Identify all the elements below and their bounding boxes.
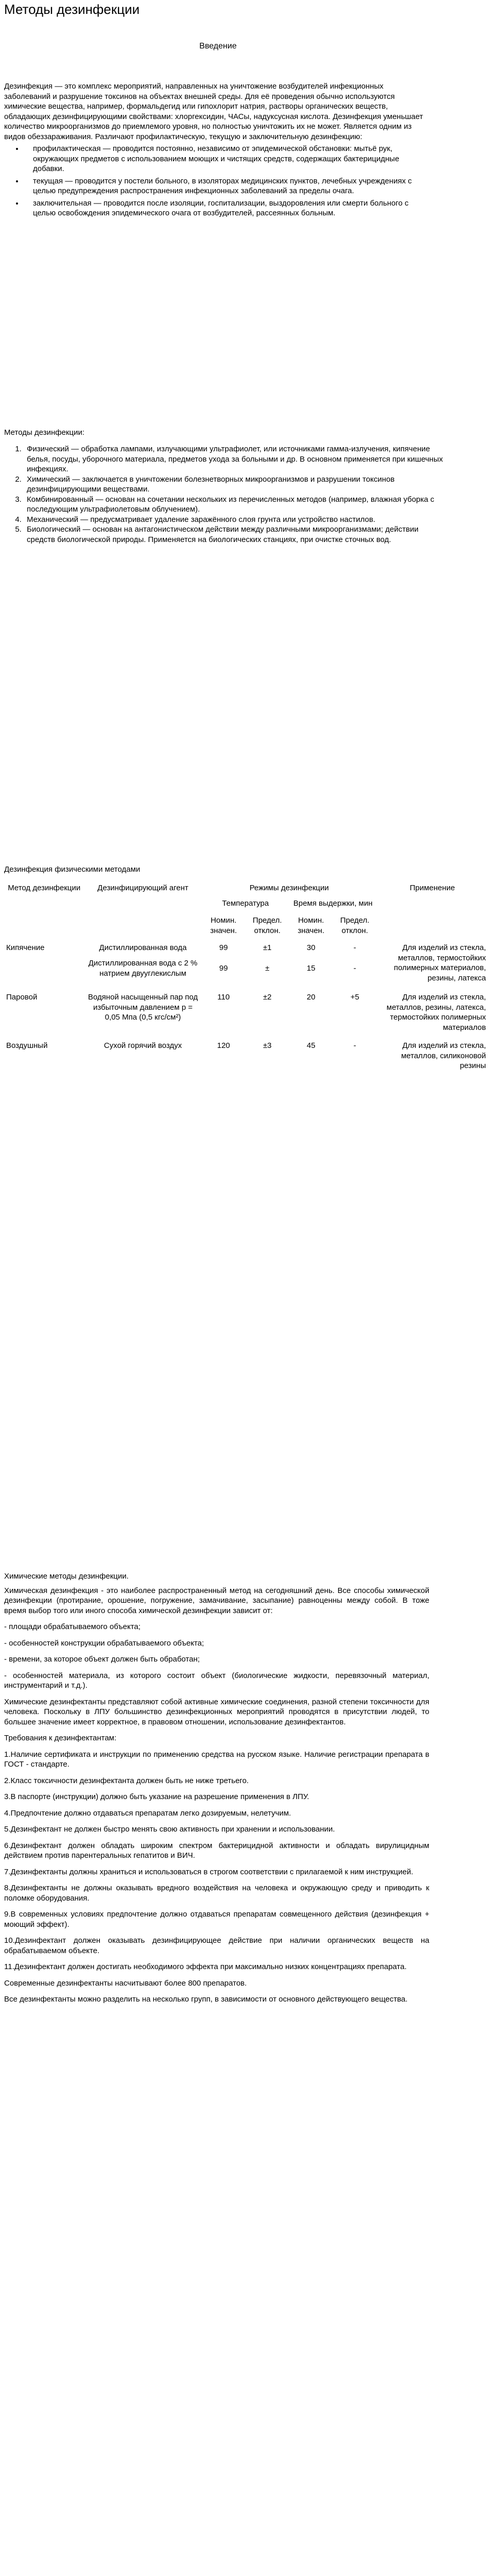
chemical-methods-title: Химические методы дезинфекции. (4, 1572, 129, 1581)
dependency-item: - особенностей материала, из которого состоит объект (биологические жидкости, перевязочный материал, инструментарий и т.д.). (4, 1671, 429, 1690)
requirements-title: Требования к дезинфектантам: (4, 1734, 117, 1742)
table-cell: 110 (217, 993, 230, 1002)
table-cell: ±3 (263, 1041, 272, 1050)
table-cell: Для изделий из стекла, металлов, термостойких полимерных материалов, резины, латекса (394, 943, 486, 982)
chemical-paragraph: Химические дезинфектанты представляют собой активные химические соединения, разной степени токсичности для человека. Поскольку в ЛПУ большинство дезинфекционных мероприятий проводятся в присутствии людей, то большее значение имеет корректное, в правовом отношении, использование дезинфектантов. (4, 1697, 429, 1726)
column-header-agent: Дезинфицирующий агент (97, 884, 188, 892)
column-header-modes: Режимы дезинфекции (249, 884, 329, 892)
column-header-deviation: Предел. отклон. (252, 916, 282, 935)
requirement-item: 5.Дезинфектант не должен быстро менять свою активность при хранении и использовании. (4, 1825, 335, 1834)
column-header-method: Метод дезинфекции (8, 884, 81, 892)
list-item: 4. Механический — предусматривает удаление заражённого слоя грунта или устройство настилов. (24, 515, 449, 525)
intro-paragraph: Дезинфекция — это комплекс мероприятий, направленных на уничтожение возбудителей инфекционных заболеваний и разрушение токсинов на объектах внешней среды. Для её проведения обычно используются химические вещества, например, формальдегид или гипохлорит натрия, растворы органических веществ, обладающих дезинфицирующими свойствами: хлоргексидин, ЧАСы, надуксусная кислота. Дезинфекция уменьшает количество микроорганизмов до приемлемого уровня, но полностью уничтожить их не может. Является одним из видов обеззараживания. Различают профилактическую, текущую и заключительную дезинфекцию: (4, 82, 423, 141)
list-item: 3. Комбинированный — основан на сочетании нескольких из перечисленных методов (например, влажная уборка с последующим ультрафиолетовым облучением). (24, 495, 449, 515)
column-header-time: Время выдержки, мин (293, 899, 373, 908)
column-header-nominal: Номин. значен. (298, 916, 325, 935)
table-cell: 120 (217, 1041, 230, 1050)
methods-label: Методы дезинфекции: (4, 428, 84, 437)
intro-section (4, 81, 429, 221)
column-header-deviation: Предел. отклон. (340, 916, 370, 935)
table-cell: 99 (219, 943, 228, 952)
table-cell: Кипячение (6, 943, 45, 952)
requirement-item: 6.Дезинфектант должен обладать широким спектром бактерицидной активности и обладать вирулицидным действием против парентеральных гепатитов и ВИЧ. (4, 1841, 429, 1860)
requirement-item: 8.Дезинфектанты не должны оказывать вредного воздействия на человека и окружающую среду и приводить к поломке оборудования. (4, 1884, 429, 1903)
column-header-application: Применение (409, 884, 455, 892)
page-title: Методы дезинфекции (4, 2, 140, 17)
requirement-item: 1.Наличие сертификата и инструкции по применению средства на русском языке. Наличие регистрации препарата в ГОСТ - стандарте. (4, 1750, 429, 1769)
list-item: • текущая — проводится у постели больного, в изоляторах медицинских пунктов, лечебных учреждениях с целью предупреждения распространения инфекционных заболеваний за пределы очага. (24, 176, 429, 196)
table-cell: Водяной насыщенный пар под избыточным давлением р = 0,05 Мпа (0,5 кгс/см²) (88, 993, 198, 1022)
table-cell: ± (265, 964, 270, 973)
column-header-temperature: Температура (222, 899, 269, 908)
list-item: • профилактическая — проводится постоянно, независимо от эпидемической обстановки: мытьё рук, окружающих предметов с использованием моющих и чистящих средств, содержащих бактерицидные добавки. (24, 144, 429, 174)
table-cell: +5 (350, 993, 359, 1002)
methods-list (4, 444, 449, 545)
dependency-item: - площади обрабатываемого объекта; (4, 1622, 141, 1631)
table-cell: Сухой горячий воздух (103, 1041, 182, 1050)
table-row (4, 937, 488, 957)
requirement-item: 10.Дезинфектант должен оказывать дезинфицирующее действие при наличии органических веществ на обрабатываемом объекте. (4, 1936, 429, 1955)
table-cell: ±1 (263, 943, 272, 952)
table-cell: Дистиллированная вода (99, 943, 187, 952)
table-cell: 99 (219, 964, 228, 973)
dependency-item: - особенностей конструкции обрабатываемого объекта; (4, 1638, 204, 1648)
requirement-item: 7.Дезинфектанты должны храниться и использоваться в строгом соответствии с прилагаемой к ним инструкцией. (4, 1867, 413, 1876)
requirement-item: 9.В современных условиях предпочтение должно отдаваться препаратам совмещенного действия (дезинфекция + моющий эффект). (4, 1910, 429, 1929)
table-header-row (4, 882, 488, 894)
table-cell: Для изделий из стекла, металлов, силиконовой резины (401, 1041, 486, 1070)
dependency-item: - времени, за которое объект должен быть обработан; (4, 1655, 200, 1664)
physical-methods-title: Дезинфекция физическими методами (4, 865, 141, 874)
table-cell: Для изделий из стекла, металлов, резины, латекса, термостойких полимерных материалов (386, 993, 486, 1032)
chemical-paragraph: Все дезинфектанты можно разделить на несколько групп, в зависимости от основного действующего вещества. (4, 1995, 408, 2004)
requirement-item: 4.Предпочтение должно отдаваться препаратам легко дозируемым, нелетучим. (4, 1808, 291, 1818)
list-item: 2. Химический — заключается в уничтожении болезнетворных микроорганизмов и разрушении токсинов дезинфицирующими веществами. (24, 474, 449, 495)
list-item: 5. Биологический — основан на антагонистическом действии между различными микроорганизмами; действии средств биологической природы. Применяется на биологических станциях, при очистке сточных вод. (24, 524, 449, 545)
table-cell: 45 (306, 1041, 316, 1050)
table-cell: - (353, 1041, 356, 1050)
table-cell: ±2 (263, 993, 272, 1002)
section-heading-intro: Введение (199, 42, 237, 50)
requirement-item: 3.В паспорте (инструкции) должно быть указание на разрешение применения в ЛПУ. (4, 1792, 309, 1801)
table-cell: Паровой (6, 993, 38, 1002)
disinfection-types-list (4, 144, 429, 218)
table-cell: - (353, 964, 356, 973)
column-header-nominal: Номин. значен. (210, 916, 237, 935)
physical-methods-table (4, 882, 488, 1072)
requirement-item: 11.Дезинфектант должен достигать необходимого эффекта при максимально низких концентрациях препарата. (4, 1962, 407, 1971)
list-item: 1. Физический — обработка лампами, излучающими ультрафиолет, или источниками гамма-излучения, кипячение белья, посуды, уборочного материала, предметов ухода за больными и др. В основном применяется при кишечных инфекциях. (24, 444, 449, 474)
table-row (4, 1033, 488, 1072)
requirement-item: 2.Класс токсичности дезинфектанта должен быть не ниже третьего. (4, 1776, 249, 1785)
chemical-methods-section (4, 1571, 429, 2011)
table-cell: Воздушный (6, 1041, 48, 1050)
list-item: • заключительная — проводится после изоляции, госпитализации, выздоровления или смерти больного с целью освобождения эпидемического очага от возбудителей, рассеянных больным. (24, 198, 429, 218)
table-cell: 20 (306, 993, 316, 1002)
table-cell: 15 (306, 964, 316, 973)
table-cell: - (353, 943, 356, 952)
chemical-paragraph: Химическая дезинфекция - это наиболее распространенный метод на сегодняшний день. Все способы химической дезинфекции (протирание, орошение, погружение, замачивание, засыпание) равноценны между собой. В тоже время выбор того или иного способа химической дезинфекции зависит от: (4, 1586, 429, 1615)
table-cell: 30 (306, 943, 316, 952)
table-row (4, 984, 488, 1033)
chemical-paragraph: Современные дезинфектанты насчитывают более 800 препаратов. (4, 1978, 247, 1988)
table-cell: Дистиллированная вода с 2 % натрием двууглекислым (88, 959, 198, 978)
